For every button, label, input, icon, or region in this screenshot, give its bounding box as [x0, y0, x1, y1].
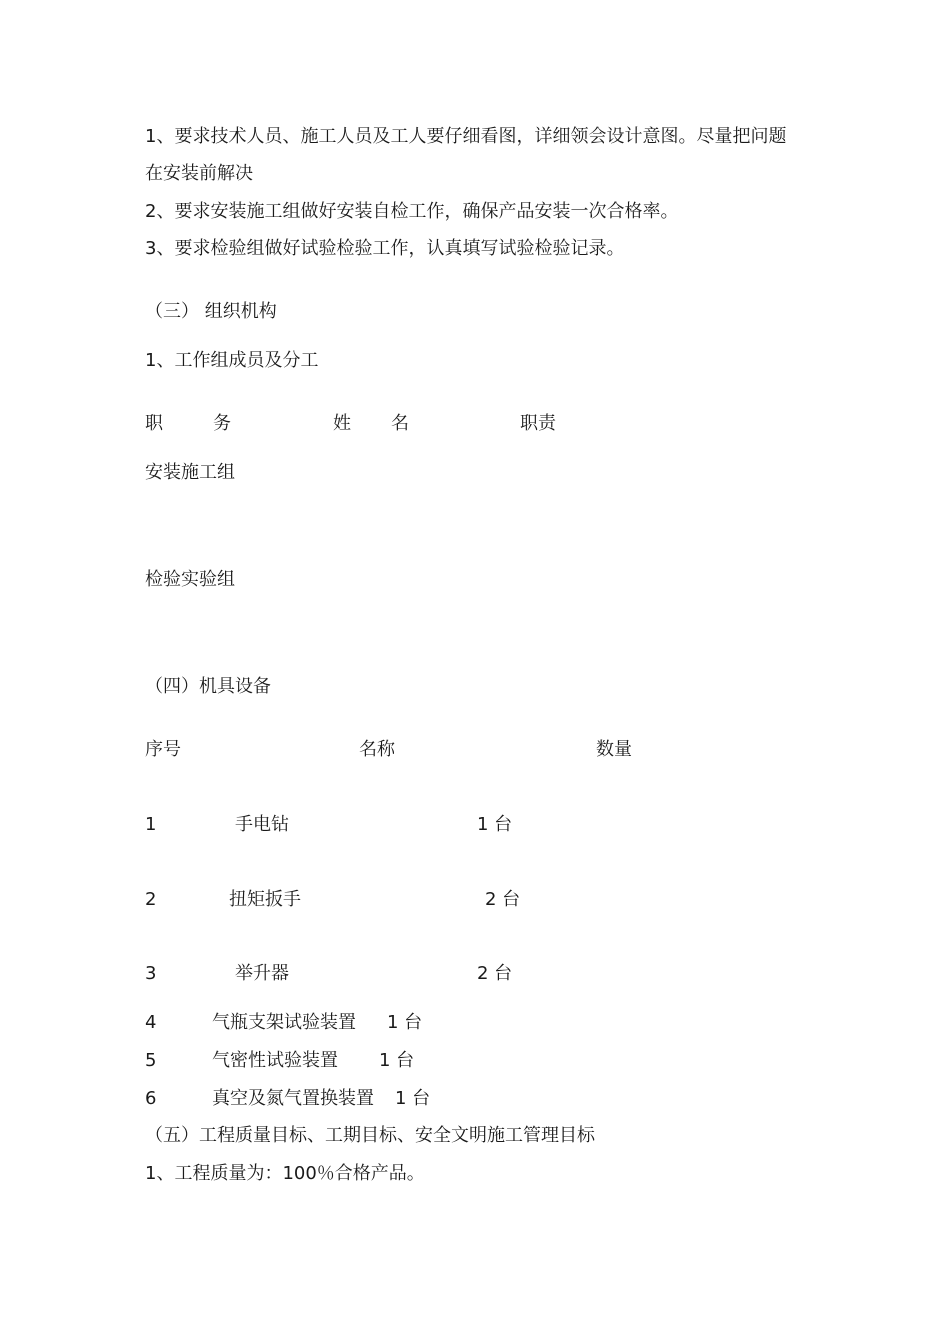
requirement-3: 3、要求检验组做好试验检验工作，认真填写试验检验记录。 — [145, 238, 625, 259]
equipment-number: 5 — [145, 1050, 157, 1071]
column-header-name-part-2: 名 — [391, 413, 409, 434]
section-5-item-1: 1、工程质量为：100％合格产品。 — [145, 1163, 425, 1184]
group-installation: 安装施工组 — [145, 462, 235, 483]
equipment-quantity: 2 台 — [477, 963, 513, 984]
section-4-heading: （四）机具设备 — [145, 676, 271, 697]
equipment-name: 气瓶支架试验装置 — [212, 1012, 356, 1033]
section-5-heading: （五）工程质量目标、工期目标、安全文明施工管理目标 — [145, 1125, 595, 1146]
group-inspection: 检验实验组 — [145, 569, 235, 590]
equipment-number: 2 — [145, 889, 157, 910]
equipment-name: 举升器 — [235, 963, 289, 984]
equipment-quantity: 1 台 — [387, 1012, 423, 1033]
equipment-number: 6 — [145, 1088, 157, 1109]
equipment-name: 手电钻 — [235, 814, 289, 835]
column-header-position-part-2: 务 — [213, 413, 231, 434]
section-3-heading: （三） 组织机构 — [145, 301, 277, 322]
equipment-quantity: 2 台 — [485, 889, 521, 910]
column-header-duty: 职责 — [520, 413, 556, 434]
requirement-2: 2、要求安装施工组做好安装自检工作，确保产品安装一次合格率。 — [145, 201, 679, 222]
equipment-number: 1 — [145, 814, 157, 835]
section-3-subheading: 1、工作组成员及分工 — [145, 350, 319, 371]
requirement-1-line-1: 1、要求技术人员、施工人员及工人要仔细看图，详细领会设计意图。尽量把问题 — [145, 126, 787, 147]
requirement-1-line-2: 在安装前解决 — [145, 163, 253, 184]
equipment-quantity: 1 台 — [379, 1050, 415, 1071]
equipment-quantity: 1 台 — [477, 814, 513, 835]
column-header-quantity: 数量 — [596, 739, 632, 760]
equipment-quantity: 1 台 — [395, 1088, 431, 1109]
column-header-name-part-1: 姓 — [333, 413, 351, 434]
column-header-position-part-1: 职 — [145, 413, 163, 434]
equipment-number: 4 — [145, 1012, 157, 1033]
column-header-equipment-name: 名称 — [359, 739, 395, 760]
column-header-number: 序号 — [145, 739, 181, 760]
equipment-name: 气密性试验装置 — [212, 1050, 338, 1071]
equipment-number: 3 — [145, 963, 157, 984]
equipment-name: 真空及氮气置换装置 — [212, 1088, 374, 1109]
equipment-name: 扭矩扳手 — [229, 889, 301, 910]
